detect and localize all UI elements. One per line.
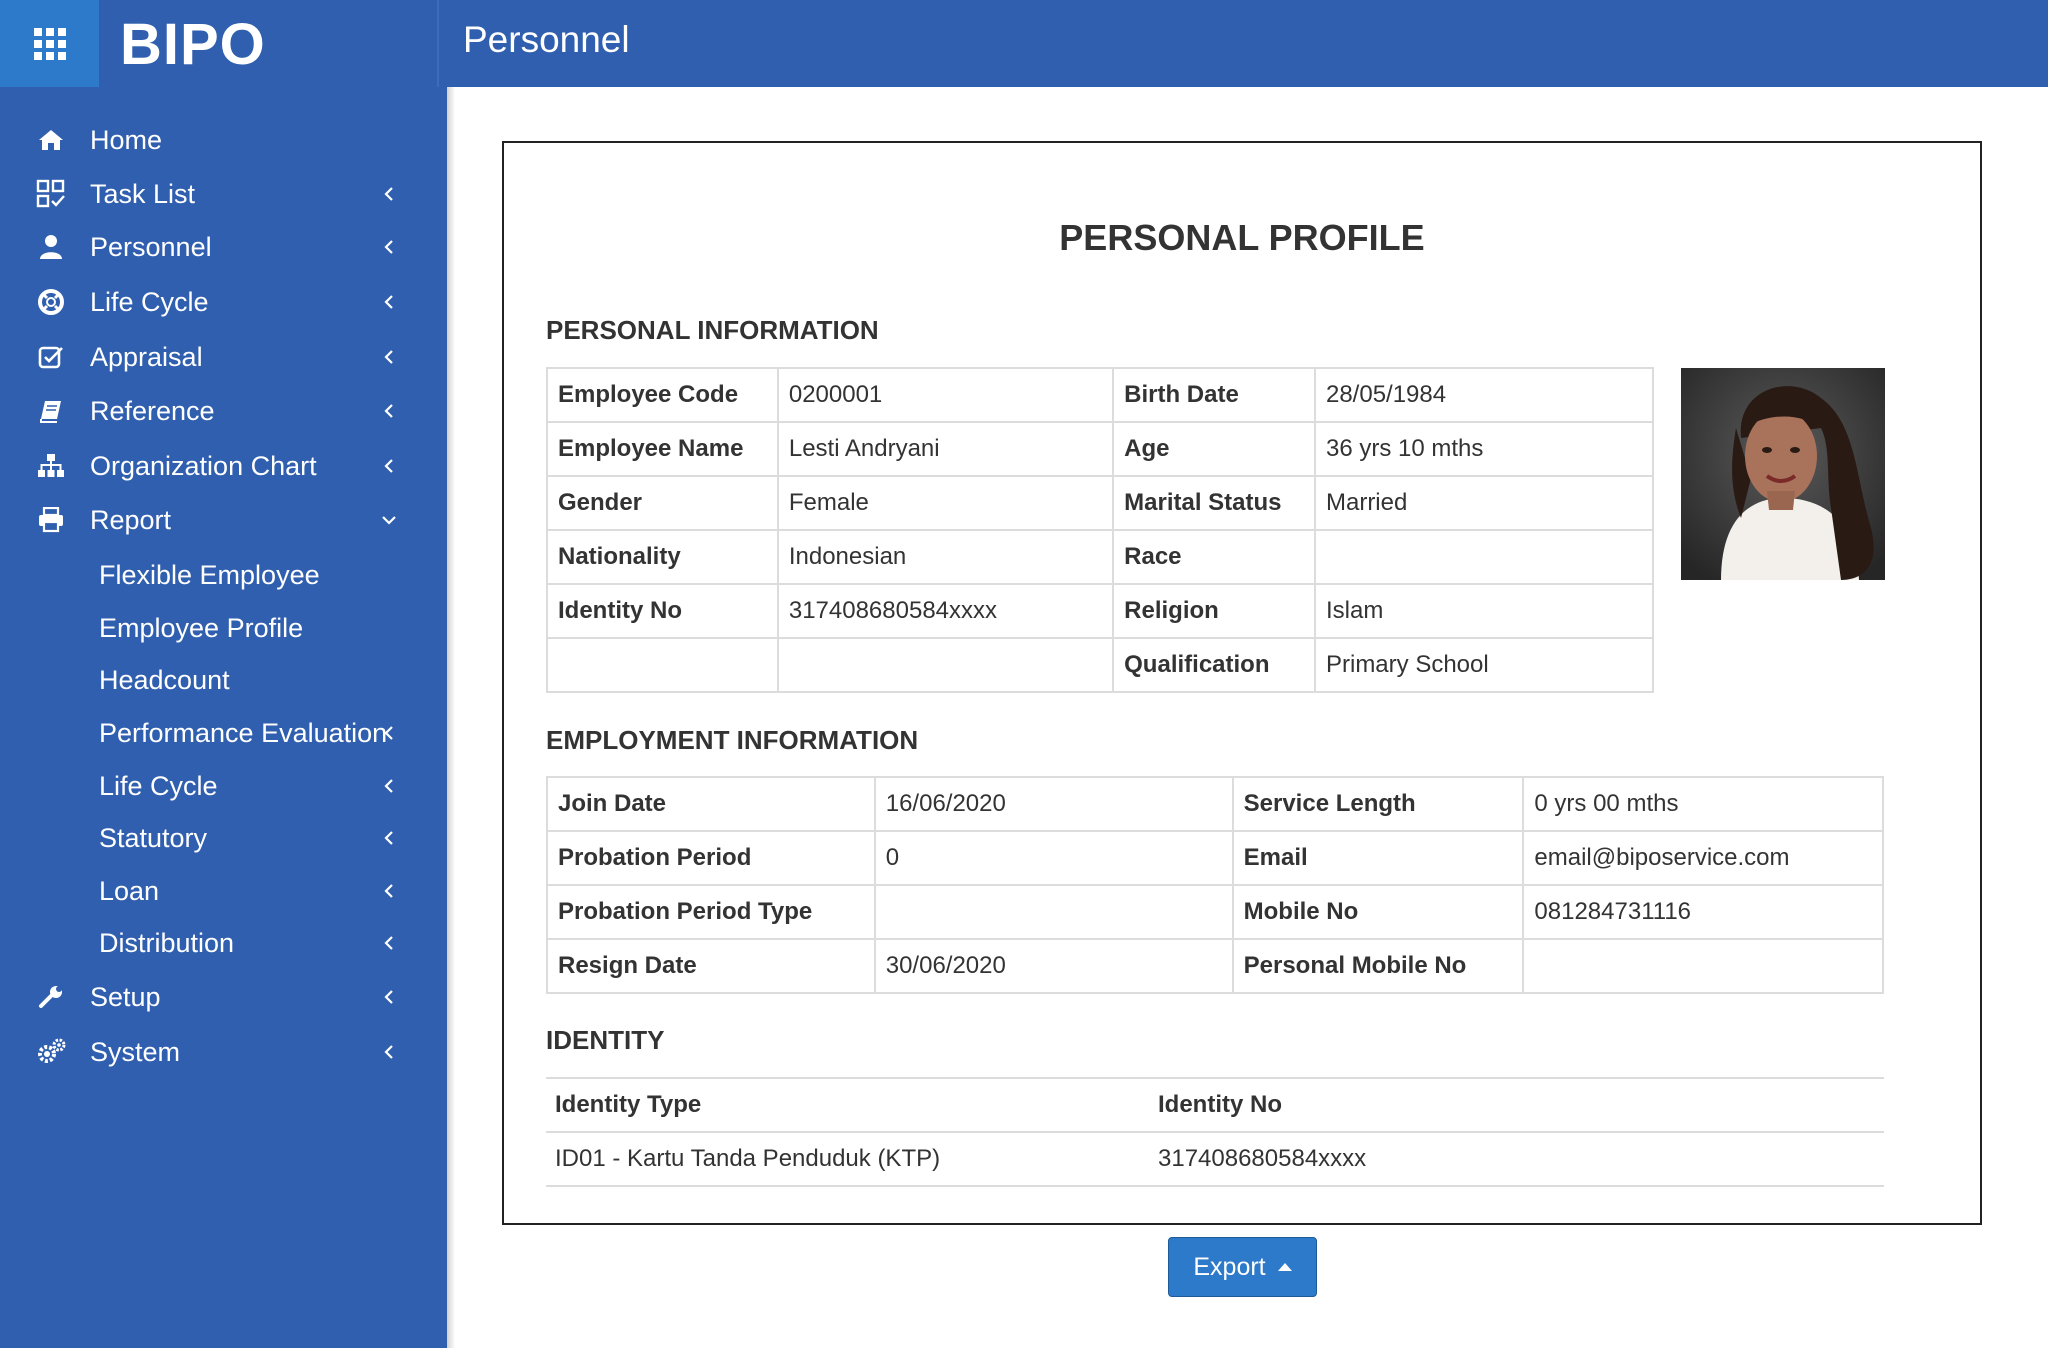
- field-value: [1523, 939, 1883, 993]
- profile-report-panel: [502, 141, 1982, 1225]
- table-row: [547, 638, 1653, 692]
- table-row: [546, 1132, 1884, 1186]
- field-label: [547, 638, 778, 692]
- field-label: Probation Period: [547, 831, 875, 885]
- table-row: [547, 584, 1653, 638]
- life-ring-icon: [34, 285, 68, 319]
- field-label: Join Date: [547, 777, 875, 831]
- sidebar-subitem-label: Employee Profile: [99, 612, 304, 643]
- field-value: 36 yrs 10 mths: [1315, 422, 1653, 476]
- logo[interactable]: BIPO: [120, 11, 266, 77]
- sidebar-subitem-label: Life Cycle: [99, 770, 218, 801]
- sidebar-item-home[interactable]: [0, 114, 447, 166]
- book-icon: [34, 394, 68, 428]
- field-label: Personal Mobile No: [1233, 939, 1524, 993]
- field-value: Indonesian: [778, 530, 1113, 584]
- home-icon: [34, 123, 68, 157]
- sidebar-item-label: Appraisal: [90, 341, 203, 372]
- sidebar-item-label: Home: [90, 124, 163, 155]
- personal-info-table: [546, 367, 1654, 693]
- sidebar-subitem-statutory[interactable]: [0, 812, 447, 864]
- sidebar-item-personnel[interactable]: [0, 221, 447, 273]
- field-value: Married: [1315, 476, 1653, 530]
- field-value: Female: [778, 476, 1113, 530]
- field-value: [875, 885, 1233, 939]
- sidebar-item-label: Task List: [90, 178, 196, 209]
- field-label: Marital Status: [1113, 476, 1315, 530]
- chevron-left-icon: [380, 185, 398, 203]
- chevron-left-icon: [380, 238, 398, 256]
- sidebar-subitem-label: Performance Evaluation: [99, 717, 388, 748]
- field-label: Email: [1233, 831, 1524, 885]
- field-value: 317408680584xxxx: [778, 584, 1113, 638]
- sidebar-subitem-label: Flexible Employee: [99, 559, 320, 590]
- field-label: Qualification: [1113, 638, 1315, 692]
- sidebar-item-system[interactable]: [0, 1026, 447, 1078]
- field-value: [778, 638, 1113, 692]
- table-row: [547, 939, 1883, 993]
- field-value: [1315, 530, 1653, 584]
- field-value: 0 yrs 00 mths: [1523, 777, 1883, 831]
- field-label: Service Length: [1233, 777, 1524, 831]
- sidebar-subitem-distribution[interactable]: [0, 917, 447, 969]
- sidebar-item-label: Organization Chart: [90, 450, 317, 481]
- field-label: Religion: [1113, 584, 1315, 638]
- field-value: Lesti Andryani: [778, 422, 1113, 476]
- sidebar-item-organization-chart[interactable]: [0, 440, 447, 492]
- sidebar-item-label: Setup: [90, 981, 161, 1012]
- app-launcher-button[interactable]: [0, 0, 99, 87]
- field-label: Probation Period Type: [547, 885, 875, 939]
- column-header-identity-no: Identity No: [1149, 1078, 1884, 1132]
- sitemap-icon: [34, 449, 68, 483]
- chevron-left-icon: [380, 1043, 398, 1061]
- sidebar: [0, 87, 447, 1348]
- field-value: 081284731116: [1523, 885, 1883, 939]
- chevron-left-icon: [380, 777, 398, 795]
- sidebar-item-label: Personnel: [90, 231, 212, 262]
- export-button[interactable]: [1168, 1237, 1317, 1297]
- field-label: Race: [1113, 530, 1315, 584]
- caret-up-icon: [1278, 1263, 1292, 1271]
- field-label: Birth Date: [1113, 368, 1315, 422]
- export-label: Export: [1193, 1252, 1266, 1281]
- field-label: Identity No: [547, 584, 778, 638]
- chevron-left-icon: [380, 457, 398, 475]
- field-value: 28/05/1984: [1315, 368, 1653, 422]
- field-label: Gender: [547, 476, 778, 530]
- task-list-icon: [34, 177, 68, 211]
- field-label: Employee Name: [547, 422, 778, 476]
- profile-title: PERSONAL PROFILE: [1059, 217, 1425, 258]
- sidebar-subitem-performance-evaluation[interactable]: [0, 707, 447, 759]
- chevron-down-icon: [380, 511, 398, 529]
- wrench-icon: [34, 980, 68, 1014]
- printer-icon: [34, 503, 68, 537]
- chevron-left-icon: [380, 988, 398, 1006]
- chevron-left-icon: [380, 724, 398, 742]
- employment-info-heading: EMPLOYMENT INFORMATION: [546, 725, 919, 755]
- sidebar-item-label: Report: [90, 504, 172, 535]
- table-row: [547, 476, 1653, 530]
- employee-photo: [1681, 368, 1885, 580]
- employment-info-table: [546, 776, 1884, 994]
- field-label: Employee Code: [547, 368, 778, 422]
- field-label: Resign Date: [547, 939, 875, 993]
- sidebar-item-label: System: [90, 1036, 181, 1067]
- field-value: email@biposervice.com: [1523, 831, 1883, 885]
- top-bar: [0, 0, 2048, 87]
- field-label: Age: [1113, 422, 1315, 476]
- personal-info-heading: PERSONAL INFORMATION: [546, 315, 879, 345]
- field-value: 0200001: [778, 368, 1113, 422]
- sidebar-item-setup[interactable]: [0, 971, 447, 1023]
- sidebar-subitem-loan[interactable]: [0, 865, 447, 917]
- sidebar-subitem-label: Distribution: [99, 927, 235, 958]
- field-value: Islam: [1315, 584, 1653, 638]
- sidebar-subitem-life-cycle[interactable]: [0, 760, 447, 812]
- sidebar-shadow: [447, 87, 455, 1348]
- sidebar-item-task-list[interactable]: [0, 168, 447, 220]
- sidebar-subitem-label: Statutory: [99, 822, 208, 853]
- identity-table: [546, 1077, 1884, 1187]
- field-label: Mobile No: [1233, 885, 1524, 939]
- sidebar-subitem-label: Loan: [99, 875, 160, 906]
- user-icon: [34, 230, 68, 264]
- sidebar-item-appraisal[interactable]: [0, 331, 447, 383]
- sidebar-subitem-headcount[interactable]: [0, 654, 447, 706]
- checkbox-icon: [34, 340, 68, 374]
- sidebar-subitem-flexible-employee[interactable]: [0, 549, 447, 601]
- table-row: [547, 530, 1653, 584]
- identity-type-cell: ID01 - Kartu Tanda Penduduk (KTP): [546, 1132, 1149, 1186]
- chevron-left-icon: [380, 934, 398, 952]
- field-value: Primary School: [1315, 638, 1653, 692]
- table-row: [547, 777, 1883, 831]
- table-row: [547, 422, 1653, 476]
- table-row: [547, 885, 1883, 939]
- chevron-left-icon: [380, 882, 398, 900]
- sidebar-item-reference[interactable]: [0, 385, 447, 437]
- page-title: Personnel: [463, 19, 630, 60]
- field-value: 30/06/2020: [875, 939, 1233, 993]
- chevron-left-icon: [380, 829, 398, 847]
- chevron-left-icon: [380, 402, 398, 420]
- table-row: [547, 368, 1653, 422]
- sidebar-subitem-employee-profile[interactable]: [0, 602, 447, 654]
- table-header-row: [546, 1078, 1884, 1132]
- sidebar-item-label: Life Cycle: [90, 286, 209, 317]
- grid-icon: [34, 28, 66, 60]
- chevron-left-icon: [380, 293, 398, 311]
- sidebar-subitem-label: Headcount: [99, 664, 230, 695]
- sidebar-item-report[interactable]: [0, 494, 447, 546]
- sidebar-item-life-cycle[interactable]: [0, 276, 447, 328]
- table-row: [547, 831, 1883, 885]
- column-header-identity-type: Identity Type: [546, 1078, 1149, 1132]
- sidebar-item-label: Reference: [90, 395, 215, 426]
- gears-icon: [34, 1035, 68, 1069]
- field-value: 16/06/2020: [875, 777, 1233, 831]
- field-value: 0: [875, 831, 1233, 885]
- field-label: Nationality: [547, 530, 778, 584]
- identity-no-cell: 317408680584xxxx: [1149, 1132, 1884, 1186]
- chevron-left-icon: [380, 348, 398, 366]
- divider: [437, 0, 439, 87]
- identity-heading: IDENTITY: [546, 1025, 665, 1055]
